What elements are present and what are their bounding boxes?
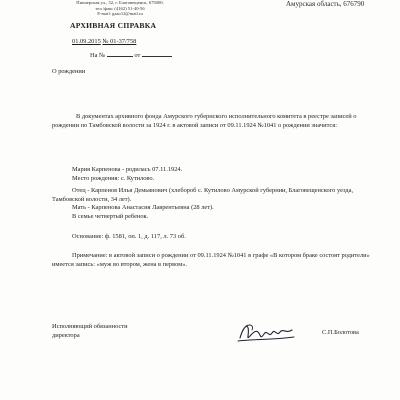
signatory-role-line-2: директора: [52, 332, 80, 339]
handwritten-signature-icon: [236, 318, 296, 348]
document-date-number: [72, 38, 136, 45]
father-line: Отец - Карпенов Илья Демьянович (хлебороб с. Кутилово Амурской губернии, Благовещенского уезда, Тамбовской волости, 34 лет).: [52, 187, 354, 203]
note-paragraph: Примечание: в актовой записи о рождении от 09.11.1924 №1041 в графе «В котором браке состоят родители» имеется запись: «муж во втором, жена в первом».: [52, 252, 370, 268]
address-line-2: тел./факс (4162) 51-40-56: [95, 5, 145, 11]
birth-record-block: [72, 166, 362, 183]
ref-date-blank: [142, 50, 172, 57]
document-number: № 01-37/758: [102, 38, 137, 45]
reference-line: [90, 50, 172, 59]
signatory-role-line-1: Исполняющий обязанности: [52, 323, 128, 330]
document-title: АРХИВНАЯ СПРАВКА: [70, 21, 157, 30]
parents-block: [52, 187, 370, 221]
address-line-3: E-mail: gaao12@mail.ru: [97, 11, 143, 17]
recipient-region: Амурская область, 676790: [286, 0, 365, 8]
child-name-line: Мария Карпенова - родилась 07.11.1924.: [72, 166, 183, 173]
ref-prefix: На №: [90, 52, 106, 59]
signatory-name: С.П.Болотова: [322, 329, 359, 336]
mother-line: Мать - Карпенова Анастасия Лаврентьевна (28 лет).: [72, 204, 214, 212]
address-line-1: Пионерская ул., 52, г. Благовещенск, 675000,: [76, 0, 164, 5]
birthplace-line: Место рождения: с. Кутилово.: [72, 174, 155, 182]
family-order-line: В семье четвертый ребенок.: [72, 212, 149, 220]
ref-number-blank: [107, 50, 133, 57]
archive-address-block: [74, 0, 166, 17]
document-subject: О рождении: [52, 68, 86, 75]
document-date: 01.09.2015: [72, 38, 101, 45]
basis-line: Основание: ф. 1581, оп. 1, д. 117, л. 73 об.: [72, 233, 186, 240]
signatory-role: [52, 322, 128, 340]
intro-paragraph: В документах архивного фонда Амурского губернского исполнительного комитета в реестре записей о рождении по Тамбовской волости за 1924 г. в актовой записи от 09.11.1924 №1041 о рождении значится:: [52, 113, 357, 129]
ref-from: от: [134, 52, 141, 59]
